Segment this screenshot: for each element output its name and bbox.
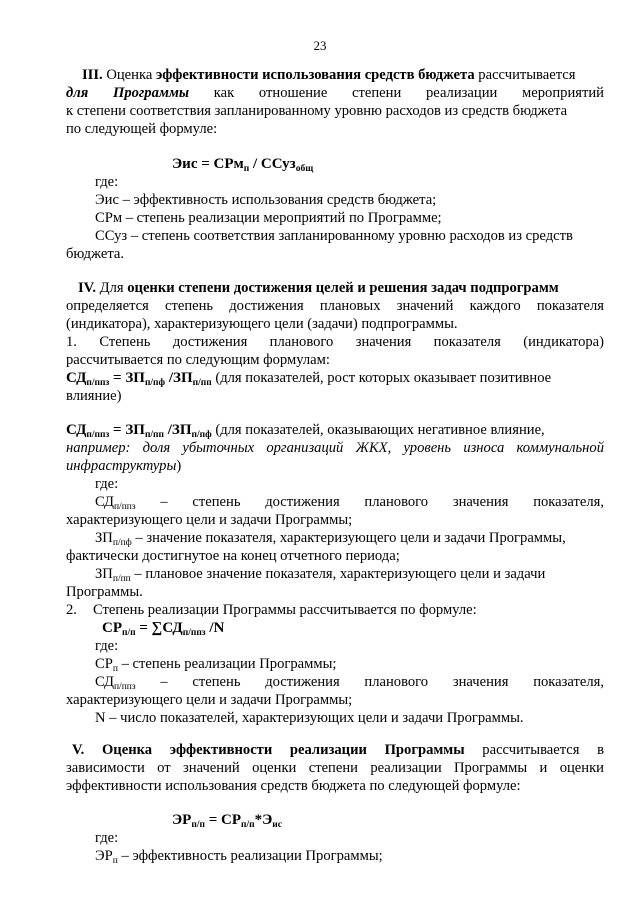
- def-sd2-line-1: $СД_{п/ппз}$ – степень достижения планового значения показателя,: [95, 674, 605, 692]
- formula-sd-positive-note: влияние): [66, 388, 122, 404]
- where-label-3: где:: [95, 638, 119, 654]
- formula-sd-positive: $СД_{п/ппз} = ЗП_{п/пф}$ $/ЗП_{п/пп}$ (для показателей, рост которых оказывает позитивное: [66, 370, 552, 388]
- negative-example-line-1: например: доля убыточных организаций ЖКХ, уровень износа коммунальной: [66, 440, 604, 456]
- where-label: где:: [95, 174, 119, 190]
- def-zp-pp: $ЗП_{п/пп}$ – плановое значение показателя, характеризующего цели и задачи: [95, 566, 546, 584]
- negative-example-line-2: инфраструктуры): [66, 458, 182, 474]
- def-erp: $ЭР_п$ – эффективность реализации Программы;: [95, 848, 383, 866]
- def-eis: Эис – эффективность использования средств бюджета;: [95, 192, 437, 208]
- section-4-heading: IV. Для оценки степени достижения целей и решения задач подпрограмм: [78, 280, 559, 296]
- section-5-line-2: зависимости от значений оценки степени реализации Программы и оценки: [66, 760, 604, 776]
- def-sd2-line-2: характеризующего цели и задачи Программы;: [66, 692, 353, 708]
- def-zp-pp-cont: Программы.: [66, 584, 143, 600]
- formula-erpp: $ЭР_{п/п} = СР_{п/п}*Э_{ис}$: [172, 812, 282, 830]
- section-3-heading: III. Оценка эффективности использования средств бюджета рассчитывается: [82, 67, 576, 83]
- def-zp-pf-cont: фактически достигнутое на конец отчетного периода;: [66, 548, 400, 564]
- def-zp-pf: $ЗП_{п/пф}$ – значение показателя, характеризующего цели и задачи Программы,: [95, 530, 566, 548]
- section-5-line-3: эффективности использования средств бюджета по следующей формуле:: [66, 778, 521, 794]
- def-ssuz: ССуз – степень соответствия запланированному уровню расходов из средств: [95, 228, 573, 244]
- section-3-line-4: по следующей формуле:: [66, 121, 218, 137]
- section-4-line-2: определяется степень достижения плановых значений каждого показателя: [66, 298, 604, 314]
- def-srm: СРм – степень реализации мероприятий по Программе;: [95, 210, 442, 226]
- section-3-line-3: к степени соответствия запланированному уровню расходов из средств бюджета: [66, 103, 568, 119]
- def-srp: $СР_п$ – степень реализации Программы;: [95, 656, 337, 674]
- formula-sd-negative: $СД_{п/ппз} = ЗП_{п/пп}$ $/ЗП_{п/пф}$ (для показателей, оказывающих негативное влияние,: [66, 422, 545, 440]
- item-1-line-2: рассчитывается по следующим формулам:: [66, 352, 330, 368]
- def-sd-line-2: характеризующего цели и задачи Программы;: [66, 512, 353, 528]
- def-n: N – число показателей, характеризующих цели и задачи Программы.: [95, 710, 524, 726]
- where-label-4: где:: [95, 830, 119, 846]
- item-2: 2. Степень реализации Программы рассчитывается по формуле:: [66, 602, 477, 618]
- formula-srpp: $СР_{п/п} = \sum СД_{п/ппз}$ /N: [102, 620, 225, 638]
- section-3-line-2: для Программы как отношение степени реализации мероприятий: [66, 85, 604, 101]
- where-label-2: где:: [95, 476, 119, 492]
- section-4-line-3: (индикатора), характеризующего цели (задачи) подпрограммы.: [66, 316, 458, 332]
- section-5-heading: V. Оценка эффективности реализации Программы рассчитывается в: [72, 742, 605, 758]
- page-number: 23: [313, 38, 327, 53]
- def-sd-line-1: $СД_{п/ппз}$ – степень достижения планового значения показателя,: [95, 494, 605, 512]
- formula-eis: Эис = СРм$_п$ / ССуз$_{общ}$: [172, 156, 314, 174]
- def-ssuz-cont: бюджета.: [66, 246, 125, 262]
- item-1-line-1: 1. Степень достижения планового значения показателя (индикатора): [66, 334, 605, 350]
